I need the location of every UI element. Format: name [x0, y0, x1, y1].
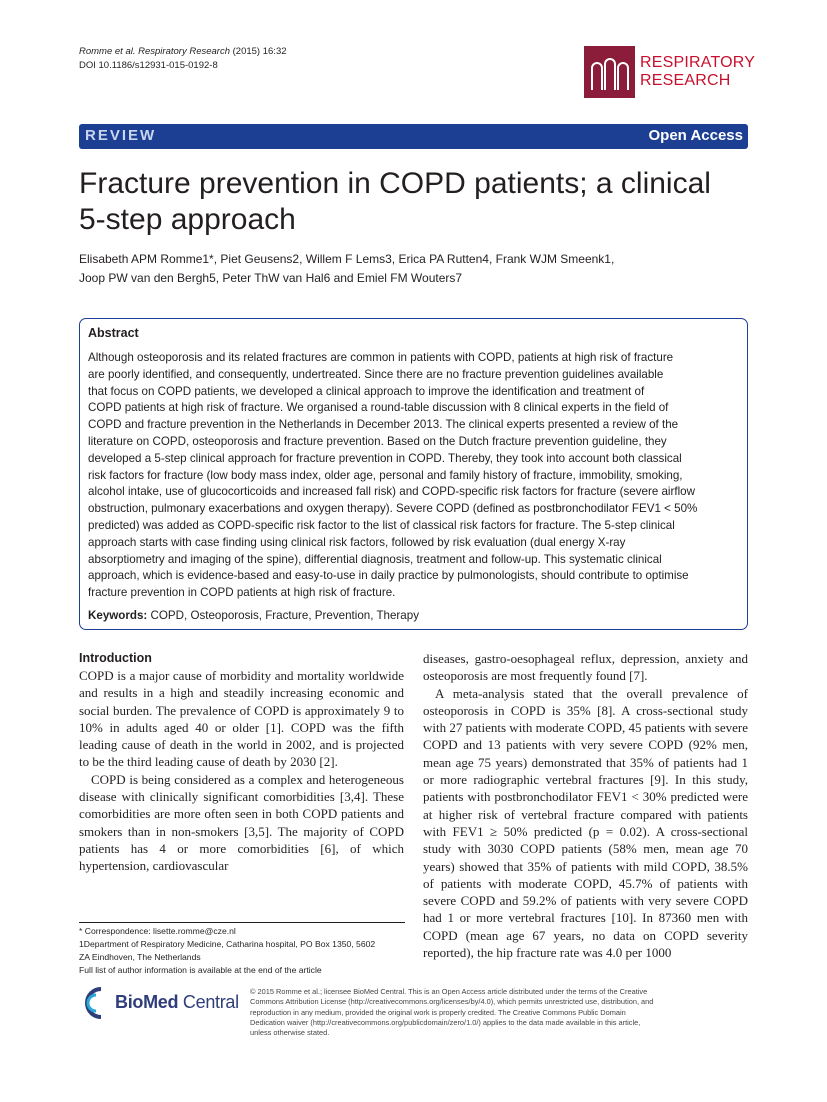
author-line: Joop PW van den Bergh5, Peter ThW van Hal6 and Emiel FM Wouters7: [79, 271, 463, 285]
journal-logo-text: RESPIRATORY RESEARCH: [640, 54, 756, 89]
correspondence: * Correspondence: lisette.romme@cze.nl: [79, 926, 236, 936]
abstract-text: Although osteoporosis and its related fractures are common in patients with COPD, patients at high risk of fracture are poorly identified, and consequently, undertreated. Since there are no fracture prevention guidelines available that focus on COPD patients, we developed a clinical approach to improve the identification and treatment of COPD patients at high risk of fracture. We organised a round-table discussion with 8 clinical experts in the field of COPD and fracture prevention in the Netherlands in December 2013. The clinical experts presented a review of the literature on COPD, osteoporosis and fracture prevention. Based on the Dutch fracture prevention guideline, they developed a 5-step clinical approach for fracture prevention in COPD. Thereby, they took into account both classical risk factors for fracture (low body mass index, older age, personal and family history of fracture, immobility, smoking, alcohol intake, use of glucocorticoids and increased fall risk) and COPD-specific risk factors for fracture (severe airflow obstruction, pulmonary exacerbations and oxygen therapy). Severe COPD (defined as postbronchodilator FEV1 < 50% predicted) was added as COPD-specific risk factor to the list of classical risk factors for fracture. The 5-step clinical approach starts with case finding using clinical risk factors, followed by risk evaluation (dual energy X-ray absorptiometry and imaging of the spine), differential diagnosis, treatment and follow-up. This systematic clinical approach, which is evidence-based and easy-to-use in daily practice by pulmonologists, should contribute to optimise fracture prevention in COPD patients at high risk of fracture.: [88, 351, 698, 600]
citation-volume: (2015) 16:32: [230, 46, 287, 57]
body-column-right: [423, 650, 748, 961]
author-info-note: Full list of author information is available at the end of the article: [79, 965, 322, 975]
citation-header: [79, 45, 287, 73]
keywords-label: Keywords:: [88, 609, 148, 622]
article-title: Fracture prevention in COPD patients; a clinical 5-step approach: [79, 167, 711, 236]
open-access-label: Open Access: [648, 127, 743, 144]
body-paragraph: diseases, gastro-oesophageal reflux, depression, anxiety and osteoporosis are most frequently found [7].: [423, 651, 748, 684]
section-heading: Introduction: [79, 651, 152, 665]
journal-citation: Romme et al. Respiratory Research: [79, 46, 230, 57]
keywords-list: COPD, Osteoporosis, Fracture, Prevention, Therapy: [147, 609, 419, 622]
body-column-left: [79, 650, 404, 875]
footnotes: [79, 925, 409, 977]
journal-logo-mark: [584, 46, 635, 98]
doi: DOI 10.1186/s12931-015-0192-8: [79, 60, 218, 71]
abstract-heading: Abstract: [88, 326, 139, 340]
body-paragraph: A meta-analysis stated that the overall prevalence of osteoporosis in COPD is 35% [8]. A cross-sectional study with 27 patients with moderate COPD, 45 patients with severe COPD and 13 patients with very severe COPD (92% men, mean age 75 years) demonstrated that 35% of patients had 1 or more radiographic vertebral fractures [9]. In this study, patients with postbronchodilator FEV1 < 30% predicted were at higher risk of vertebral fracture compared with patients with FEV1 ≥ 50% predicted (p = 0.02). A cross-sectional study with 3030 COPD patients (58% men, mean age 70 years) showed that 35% of patients with mild COPD, 38.5% of patients with moderate COPD, 45.7% of patients with severe COPD and 59.2% of patients with very severe COPD had 1 or more vertebral fractures [10]. In 87360 men with COPD (mean age 67 years, no data on COPD severity reported), the hip fracture rate was 4.0 per 1000: [423, 685, 748, 961]
body-paragraph: COPD is a major cause of morbidity and mortality worldwide and results in a high and steadily increasing economic and social burden. The prevalence of COPD is approximately 9 to 10% in adults aged 40 or older [1]. COPD was the fifth leading cause of death in the world in 2002, and is projected to be the third leading cause of death by 2030 [2].: [79, 668, 404, 770]
affiliation: ZA Eindhoven, The Netherlands: [79, 952, 201, 962]
author-list: [79, 250, 739, 288]
publisher-name: BioMed Central: [115, 992, 239, 1012]
author-line: Elisabeth APM Romme1*, Piet Geusens2, Willem F Lems3, Erica PA Rutten4, Frank WJM Smeenk1,: [79, 252, 615, 266]
keywords: [88, 609, 419, 622]
affiliation: 1Department of Respiratory Medicine, Catharina hospital, PO Box 1350, 5602: [79, 939, 376, 949]
journal-logo: [584, 46, 756, 98]
abstract-box: [79, 318, 748, 630]
article-type-banner: [79, 124, 748, 149]
body-paragraph: COPD is being considered as a complex and heterogeneous disease with clinically significant comorbidities [3,4]. These comorbidities are more often seen in both COPD patients and smokers than in non-smokers [3,5]. The majority of COPD patients has 4 or more comorbidities [6], of which hypertension, cardiovascular: [79, 771, 404, 874]
license-text: © 2015 Romme et al.; licensee BioMed Central. This is an Open Access article distributed under the terms of the Creative Commons Attribution License (http://creativecommons.org/licenses/by/4.0), which permits unrestricted use, distribution, and reproduction in any medium, provided the original work is properly credited. The Creative Commons Public Domain Dedication waiver (http://creativecommons.org/publicdomain/zero/1.0/) applies to the data made available in this article, unless otherwise stated.: [250, 987, 654, 1038]
publisher-logo: [79, 984, 239, 1024]
footnote-divider: [79, 922, 405, 923]
article-type-label: REVIEW: [85, 127, 157, 144]
biomed-central-icon: [79, 986, 111, 1020]
